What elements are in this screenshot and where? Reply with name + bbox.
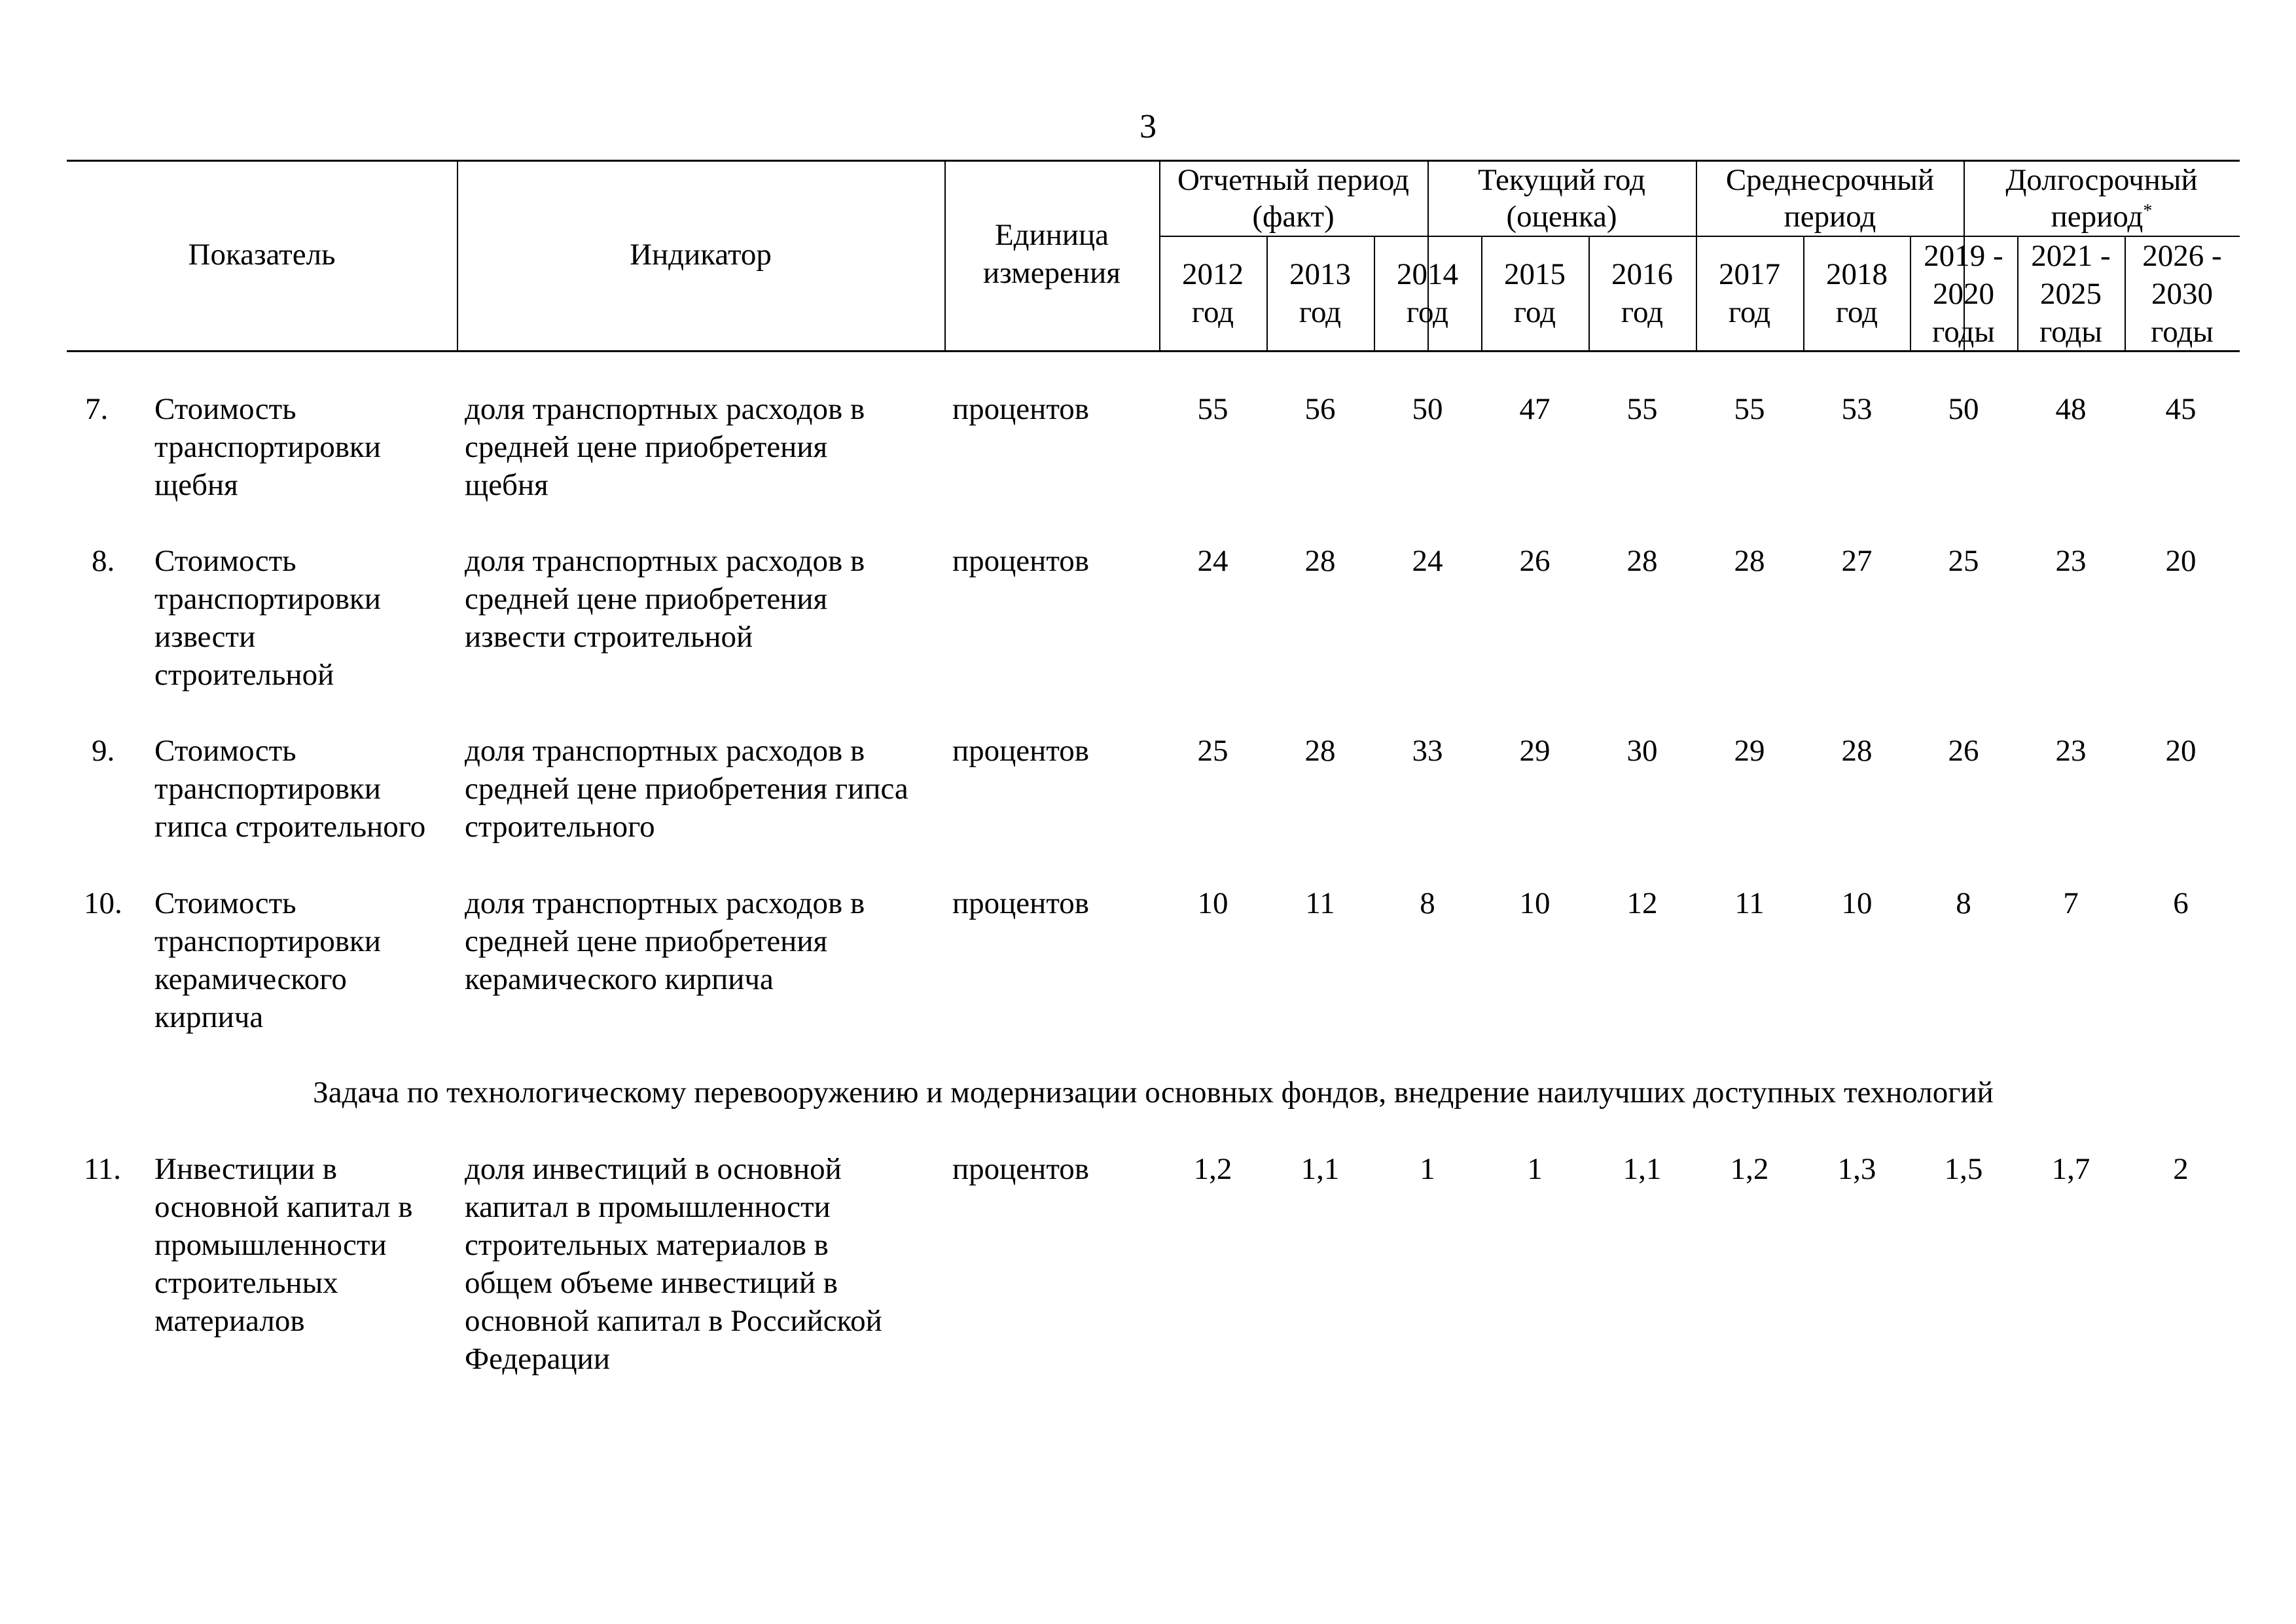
header-indicator: Индикатор: [630, 238, 772, 272]
value-cell: 1,1: [1623, 1152, 1662, 1186]
year-header: 2013: [1289, 257, 1351, 291]
value-cell: 33: [1412, 734, 1443, 768]
row-number: 11.: [84, 1152, 122, 1186]
value-cell: 28: [1734, 544, 1765, 578]
year-header: 2012: [1182, 257, 1244, 291]
value-cell: 45: [2165, 392, 2197, 426]
group-header-sub: период*: [2051, 200, 2153, 234]
row-number: 8.: [92, 544, 115, 578]
year-header: 2014: [1397, 257, 1458, 291]
value-cell: 25: [1948, 544, 1979, 578]
value-cell: 1: [1420, 1152, 1435, 1186]
value-cell: 20: [2165, 734, 2197, 768]
year-header-unit: год: [1621, 295, 1664, 329]
value-cell: 50: [1948, 392, 1979, 426]
group-header: Долгосрочный: [2005, 163, 2198, 197]
year-header: 2030: [2151, 277, 2213, 311]
value-cell: 27: [1841, 544, 1873, 578]
value-cell: 23: [2055, 544, 2087, 578]
footnote-mark: *: [2143, 201, 2153, 221]
value-cell: 7: [2063, 886, 2079, 920]
value-cell: 56: [1304, 392, 1336, 426]
value-cell: 24: [1197, 544, 1229, 578]
row-name: Инвестиции в основной капитал в промышленности строительных материалов: [154, 1152, 413, 1338]
group-header: Отчетный период: [1177, 163, 1409, 197]
value-cell: 1: [1527, 1152, 1543, 1186]
year-header: 2019 -: [1924, 239, 2003, 273]
value-cell: 28: [1304, 544, 1336, 578]
year-header: 2026 -: [2142, 239, 2222, 273]
row-indicator: доля инвестиций в основной капитал в промышленности строительных материалов в общем объеме инвестиций в основной капитал в Российской Федерации: [465, 1152, 882, 1376]
row-unit: процентов: [952, 734, 1089, 768]
value-cell: 55: [1197, 392, 1229, 426]
value-cell: 1,5: [1944, 1152, 1983, 1186]
value-cell: 10: [1197, 886, 1229, 920]
value-cell: 55: [1626, 392, 1658, 426]
value-cell: 26: [1948, 734, 1979, 768]
value-cell: 50: [1412, 392, 1443, 426]
row-name: Стоимость транспортировки извести строительной: [154, 544, 381, 692]
year-header: 2015: [1504, 257, 1566, 291]
value-cell: 29: [1734, 734, 1765, 768]
row-name: Стоимость транспортировки щебня: [154, 392, 381, 502]
page-number: 3: [1139, 108, 1157, 145]
value-cell: 1,3: [1837, 1152, 1876, 1186]
value-cell: 1,2: [1730, 1152, 1769, 1186]
year-header-unit: год: [1513, 295, 1556, 329]
value-cell: 28: [1304, 734, 1336, 768]
value-cell: 24: [1412, 544, 1443, 578]
year-header-unit: год: [1191, 295, 1234, 329]
year-header: 2025: [2040, 277, 2102, 311]
value-cell: 12: [1626, 886, 1658, 920]
group-header-sub: (факт): [1252, 200, 1335, 234]
section-title: Задача по технологическому перевооружению и модернизации основных фондов, внедрение наилучших доступных технологий: [313, 1075, 1994, 1110]
value-cell: 10: [1519, 886, 1551, 920]
year-header-unit: годы: [2151, 315, 2214, 349]
year-header: 2017: [1719, 257, 1780, 291]
year-header: 2020: [1933, 277, 1994, 311]
value-cell: 29: [1519, 734, 1551, 768]
year-header: 2021 -: [2031, 239, 2111, 273]
year-header-unit: годы: [2039, 315, 2102, 349]
group-header-sub: период: [1784, 200, 1876, 234]
row-number: 9.: [92, 734, 115, 768]
value-cell: 1,2: [1193, 1152, 1232, 1186]
year-header-unit: год: [1299, 295, 1342, 329]
value-cell: 11: [1734, 886, 1765, 920]
value-cell: 23: [2055, 734, 2087, 768]
group-header: Среднесрочный: [1725, 163, 1935, 197]
year-header-unit: год: [1406, 295, 1449, 329]
header-unit-line2: измерения: [983, 256, 1121, 290]
row-indicator: доля транспортных расходов в средней цене приобретения керамического кирпича: [465, 886, 865, 996]
value-cell: 26: [1519, 544, 1551, 578]
value-cell: 28: [1626, 544, 1658, 578]
row-unit: процентов: [952, 886, 1089, 920]
value-cell: 30: [1626, 734, 1658, 768]
year-header-unit: годы: [1932, 315, 1995, 349]
value-cell: 11: [1305, 886, 1335, 920]
value-cell: 10: [1841, 886, 1873, 920]
header-unit-line1: Единица: [994, 218, 1109, 252]
value-cell: 1,1: [1300, 1152, 1340, 1186]
value-cell: 8: [1956, 886, 1971, 920]
value-cell: 55: [1734, 392, 1765, 426]
value-cell: 48: [2055, 392, 2087, 426]
row-unit: процентов: [952, 544, 1089, 578]
header-indicator-name: Показатель: [188, 238, 336, 272]
row-number: 10.: [84, 886, 122, 920]
row-indicator: доля транспортных расходов в средней цене приобретения щебня: [465, 392, 865, 502]
value-cell: 53: [1841, 392, 1873, 426]
year-header-unit: год: [1728, 295, 1771, 329]
row-unit: процентов: [952, 1152, 1089, 1186]
value-cell: 25: [1197, 734, 1229, 768]
year-header: 2016: [1611, 257, 1673, 291]
group-header: Текущий год: [1478, 163, 1645, 197]
value-cell: 8: [1420, 886, 1435, 920]
value-cell: 6: [2173, 886, 2189, 920]
group-header-sub: (оценка): [1506, 200, 1617, 234]
row-number: 7.: [85, 392, 109, 426]
row-unit: процентов: [952, 392, 1089, 426]
value-cell: 47: [1519, 392, 1551, 426]
row-indicator: доля транспортных расходов в средней цене приобретения извести строительной: [465, 544, 865, 654]
row-name: Стоимость транспортировки гипса строительного: [154, 734, 426, 844]
value-cell: 20: [2165, 544, 2197, 578]
row-indicator: доля транспортных расходов в средней цене приобретения гипса строительного: [465, 734, 908, 844]
value-cell: 2: [2173, 1152, 2189, 1186]
value-cell: 28: [1841, 734, 1873, 768]
year-header-unit: год: [1835, 295, 1878, 329]
year-header: 2018: [1826, 257, 1888, 291]
value-cell: 1,7: [2051, 1152, 2090, 1186]
row-name: Стоимость транспортировки керамического кирпича: [154, 886, 381, 1034]
